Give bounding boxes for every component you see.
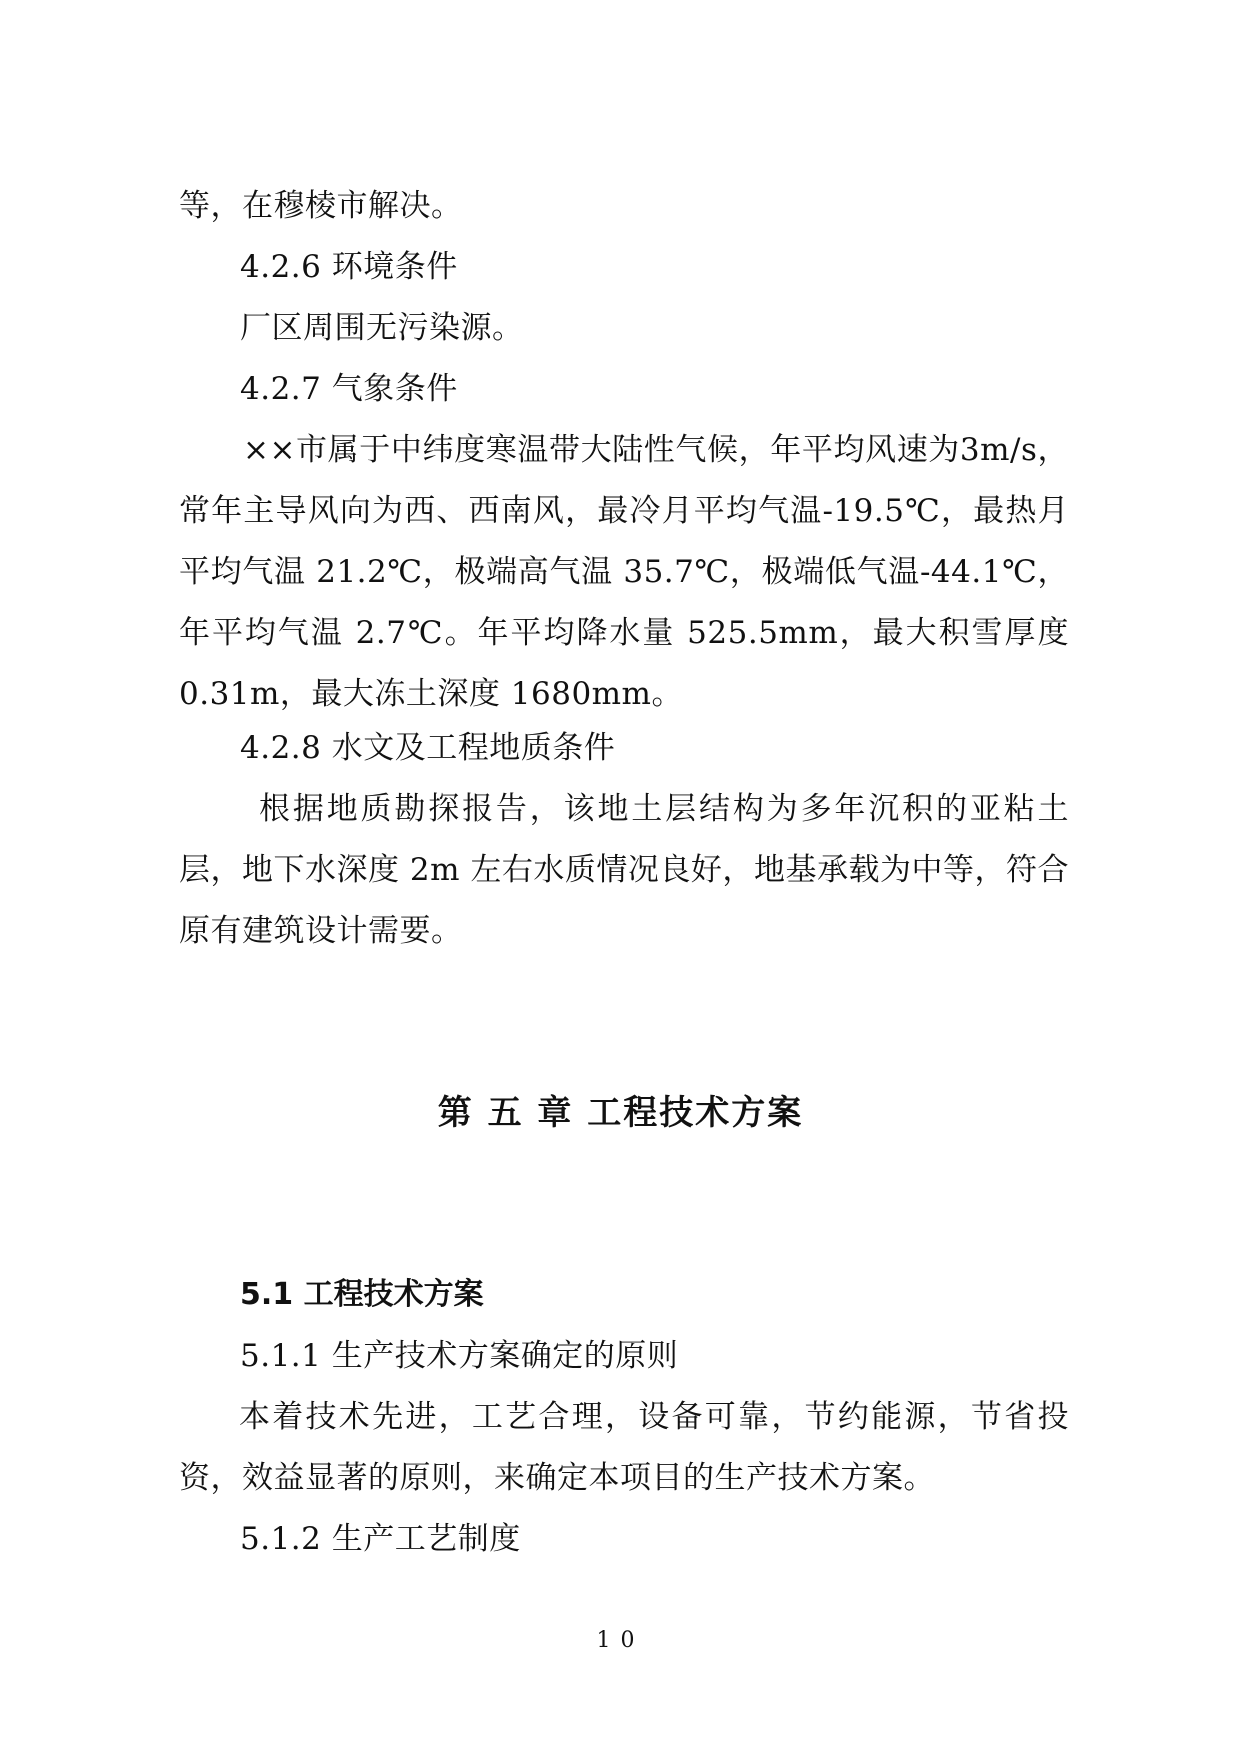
section-text-4-2-8: 根据地质勘探报告，该地土层结构为多年沉积的亚粘土层，地下水深度 2m 左右水质情况良好，地基承载为中等，符合原有建筑设计需要。 (179, 791, 1069, 949)
section-text-5-1-1: 本着技术先进，工艺合理，设备可靠，节约能源，节省投资，效益显著的原则，来确定本项目的生产技术方案。 (179, 1399, 1069, 1496)
chapter-title: 第 五 章 工程技术方案 (437, 1093, 804, 1133)
section-heading-5-1: 5.1 工程技术方案 (240, 1277, 484, 1312)
page-number: 10 (596, 1628, 645, 1653)
section-text-4-2-6: 厂区周围无污染源。 (240, 310, 524, 346)
section-heading-4-2-6: 4.2.6 环境条件 (240, 249, 458, 285)
continuation-text: 等，在穆棱市解决。 (179, 188, 463, 224)
section-text-4-2-7: ××市属于中纬度寒温带大陆性气候，年平均风速为3m/s，常年主导风向为西、西南风，最冷月平均气温-19.5℃，最热月平均气温 21.2℃，极端高气温 35.7℃，极端低气温-44.1℃，年平均气温 2.7℃。年平均降水量 525.5mm，最大积雪厚度 0.31m，最大冻土深度 1680mm。 (179, 432, 1069, 712)
section-heading-5-1-2: 5.1.2 生产工艺制度 (240, 1521, 521, 1557)
section-heading-4-2-8: 4.2.8 水文及工程地质条件 (240, 730, 616, 766)
section-heading-5-1-1: 5.1.1 生产技术方案确定的原则 (240, 1338, 679, 1374)
section-heading-4-2-7: 4.2.7 气象条件 (240, 371, 458, 407)
